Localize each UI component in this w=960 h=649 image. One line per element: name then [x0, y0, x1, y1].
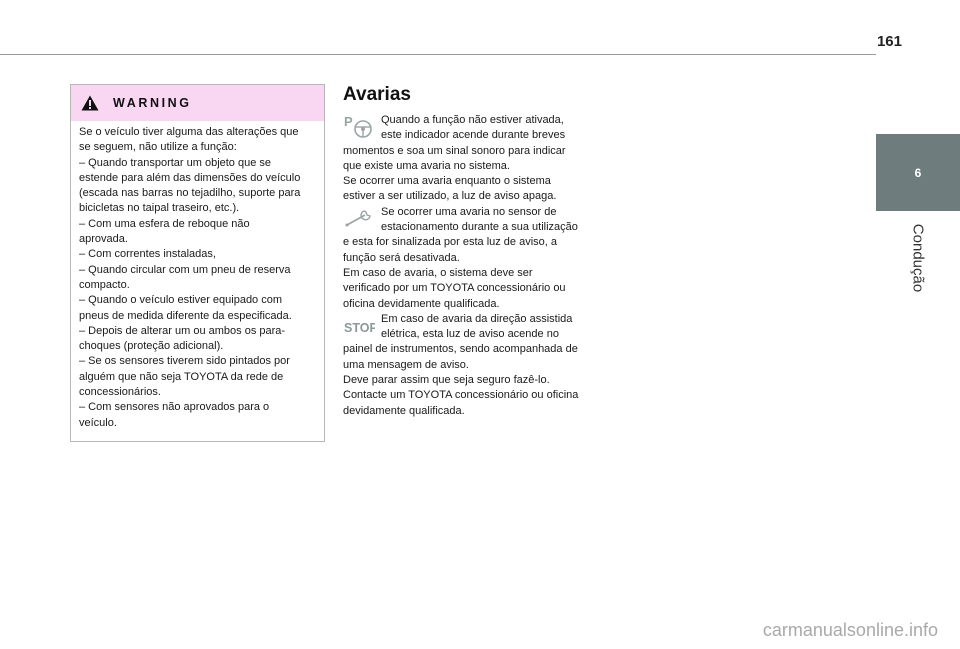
block-line: função será desativada.	[343, 251, 460, 264]
block-line: momentos e soa um sinal sonoro para indicar	[343, 144, 566, 157]
chapter-number: 6	[914, 165, 922, 180]
malfunction-block	[343, 312, 603, 419]
block-line: Quando a função não estiver ativada,	[381, 114, 564, 126]
warning-line: – Quando transportar um objeto que se	[79, 156, 272, 169]
warning-line: compacto.	[79, 278, 130, 291]
warning-line: – Quando circular com um pneu de reserva	[79, 263, 291, 276]
watermark[interactable]: carmanualsonline.info	[762, 620, 938, 640]
warning-line: (escada nas barras no tejadilho, suporte para	[79, 187, 301, 200]
warning-line: – Se os sensores tiverem sido pintados por	[79, 355, 290, 368]
chapter-label: Condução	[909, 223, 927, 293]
warning-header	[71, 85, 324, 121]
block-line: Se ocorrer uma avaria enquanto o sistema	[343, 175, 551, 188]
stop-icon-text: STOP	[344, 320, 375, 335]
block-line: uma mensagem de aviso.	[343, 358, 469, 371]
warning-line: alguém que não seja TOYOTA da rede de	[79, 370, 284, 383]
block-line: e esta for sinalizada por esta luz de aviso, a	[343, 236, 558, 249]
warning-line: aprovada.	[79, 233, 128, 246]
chapter-tab[interactable]	[876, 134, 960, 211]
block-line: Deve parar assim que seja seguro fazê-lo.	[343, 374, 550, 387]
warning-line: – Depois de alterar um ou ambos os para-	[79, 324, 286, 337]
parking-steering-warning-icon	[343, 113, 375, 141]
malfunction-block	[343, 113, 603, 205]
block-line: devidamente qualificada.	[343, 404, 465, 417]
warning-line: – Com uma esfera de reboque não	[79, 217, 250, 230]
wrench-service-icon	[343, 205, 375, 233]
block-line: este indicador acende durante breves	[381, 129, 566, 142]
warning-line: estende para além das dimensões do veículo	[79, 171, 301, 184]
block-line: Em caso de avaria, o sistema deve ser	[343, 266, 533, 279]
svg-text:P: P	[344, 114, 353, 129]
block-line: Se ocorrer uma avaria no sensor de	[381, 205, 557, 218]
block-line: elétrica, esta luz de aviso acende no	[381, 328, 559, 341]
warning-line: – Com correntes instaladas,	[79, 248, 216, 261]
header-divider	[0, 54, 876, 55]
warning-body	[71, 121, 324, 431]
warning-line: pneus de medida diferente da especificada.	[79, 309, 292, 322]
stop-warning-icon	[343, 312, 375, 340]
block-line: oficina devidamente qualificada.	[343, 297, 500, 310]
warning-box	[70, 84, 325, 442]
warning-line: bicicletas no taipal traseiro, etc.).	[79, 202, 240, 215]
malfunction-block	[343, 205, 603, 312]
block-line: verificado por um TOYOTA concessionário ou	[343, 282, 566, 295]
warning-line: veículo.	[79, 416, 117, 429]
warning-line: concessionários.	[79, 386, 161, 399]
page-number: 161	[876, 33, 902, 50]
warning-line: – Quando o veículo estiver equipado com	[79, 294, 283, 307]
block-line: que existe uma avaria no sistema.	[343, 159, 510, 172]
block-line: estiver a ser utilizado, a luz de aviso apaga.	[343, 190, 557, 203]
warning-line: se seguem, não utilize a função:	[79, 141, 237, 154]
malfunctions-content	[343, 113, 603, 419]
section-title: Avarias	[343, 84, 411, 105]
block-line: Contacte um TOYOTA concessionário ou oficina	[343, 389, 579, 402]
warning-line: Se o veículo tiver alguma das alterações que	[79, 126, 299, 138]
warning-line: – Com sensores não aprovados para o	[79, 401, 270, 414]
block-line: Em caso de avaria da direção assistida	[381, 312, 573, 325]
warning-triangle-icon	[81, 95, 99, 111]
warning-title: WARNING	[113, 96, 192, 110]
warning-line: choques (proteção adicional).	[79, 340, 224, 353]
block-line: painel de instrumentos, sendo acompanhada de	[343, 343, 578, 356]
block-line: estacionamento durante a sua utilização	[381, 221, 578, 234]
